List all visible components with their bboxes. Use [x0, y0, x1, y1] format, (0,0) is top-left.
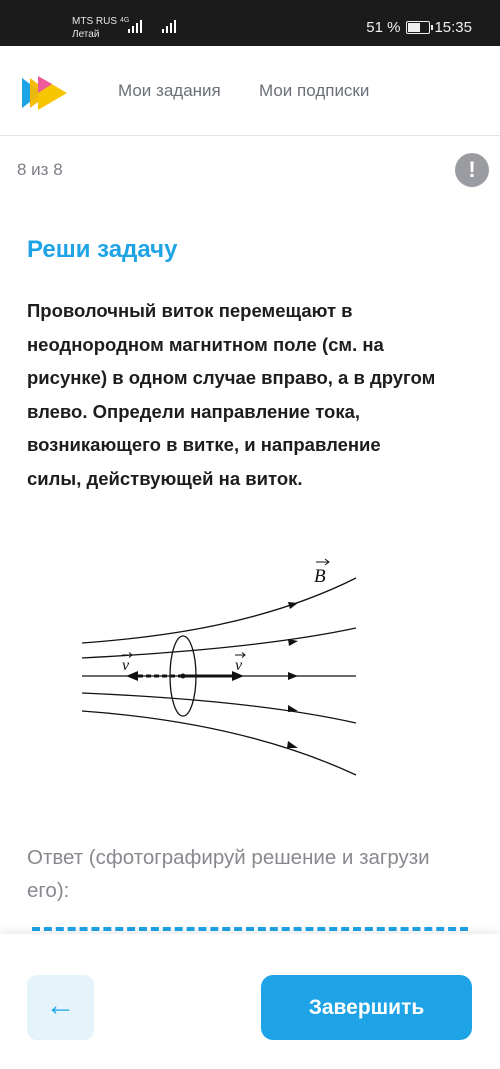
field-line	[82, 628, 356, 658]
status-bar	[0, 0, 500, 46]
nav-my-subscriptions[interactable]: Мои подписки	[259, 81, 370, 100]
field-line	[82, 711, 356, 775]
field-arrow	[288, 602, 298, 609]
field-arrow	[288, 672, 298, 680]
velocity-right-label: v	[235, 657, 243, 674]
velocity-left-label: v	[122, 657, 130, 674]
field-arrow	[288, 639, 298, 646]
battery-percent: 51 %	[366, 19, 401, 36]
field-line	[82, 578, 356, 643]
bottom-bar	[0, 934, 500, 1069]
field-label: B	[314, 566, 326, 587]
task-counter: 8 из 8	[17, 160, 63, 179]
task-title: Реши задачу	[27, 236, 178, 263]
network-type: 4G	[120, 17, 130, 24]
clock: 15:35	[434, 19, 472, 36]
signal-icon-2	[162, 19, 176, 33]
task-text: Проволочный виток перемещают в неоднородном магнитном поле (см. на рисунке) в одном случае вправо, а в другом влево. Определи направление тока, возникающего в витке, и направление силы, действующей на виток.	[27, 300, 436, 489]
field-arrow	[287, 741, 298, 748]
carrier-name: MTS RUS	[72, 16, 117, 27]
report-issue-icon[interactable]: !	[455, 153, 489, 187]
answer-upload-area[interactable]	[32, 927, 468, 931]
finish-button[interactable]: Завершить	[261, 975, 472, 1040]
field-line	[82, 693, 356, 723]
magnetic-field-figure	[76, 553, 368, 793]
nav-my-tasks[interactable]: Мои задания	[118, 81, 221, 100]
answer-label: Ответ (сфотографируй решение и загрузи его):	[27, 846, 430, 902]
arrow-left-icon: ←	[45, 989, 76, 1022]
carrier-sub: Летай	[72, 29, 100, 40]
field-arrow	[288, 705, 298, 712]
app-logo-icon[interactable]	[22, 76, 68, 110]
back-button[interactable]	[27, 975, 94, 1040]
app-header	[0, 46, 500, 136]
battery-icon	[406, 21, 430, 34]
carrier-label	[72, 15, 117, 41]
status-right	[366, 19, 472, 36]
signal-icon	[128, 19, 142, 33]
